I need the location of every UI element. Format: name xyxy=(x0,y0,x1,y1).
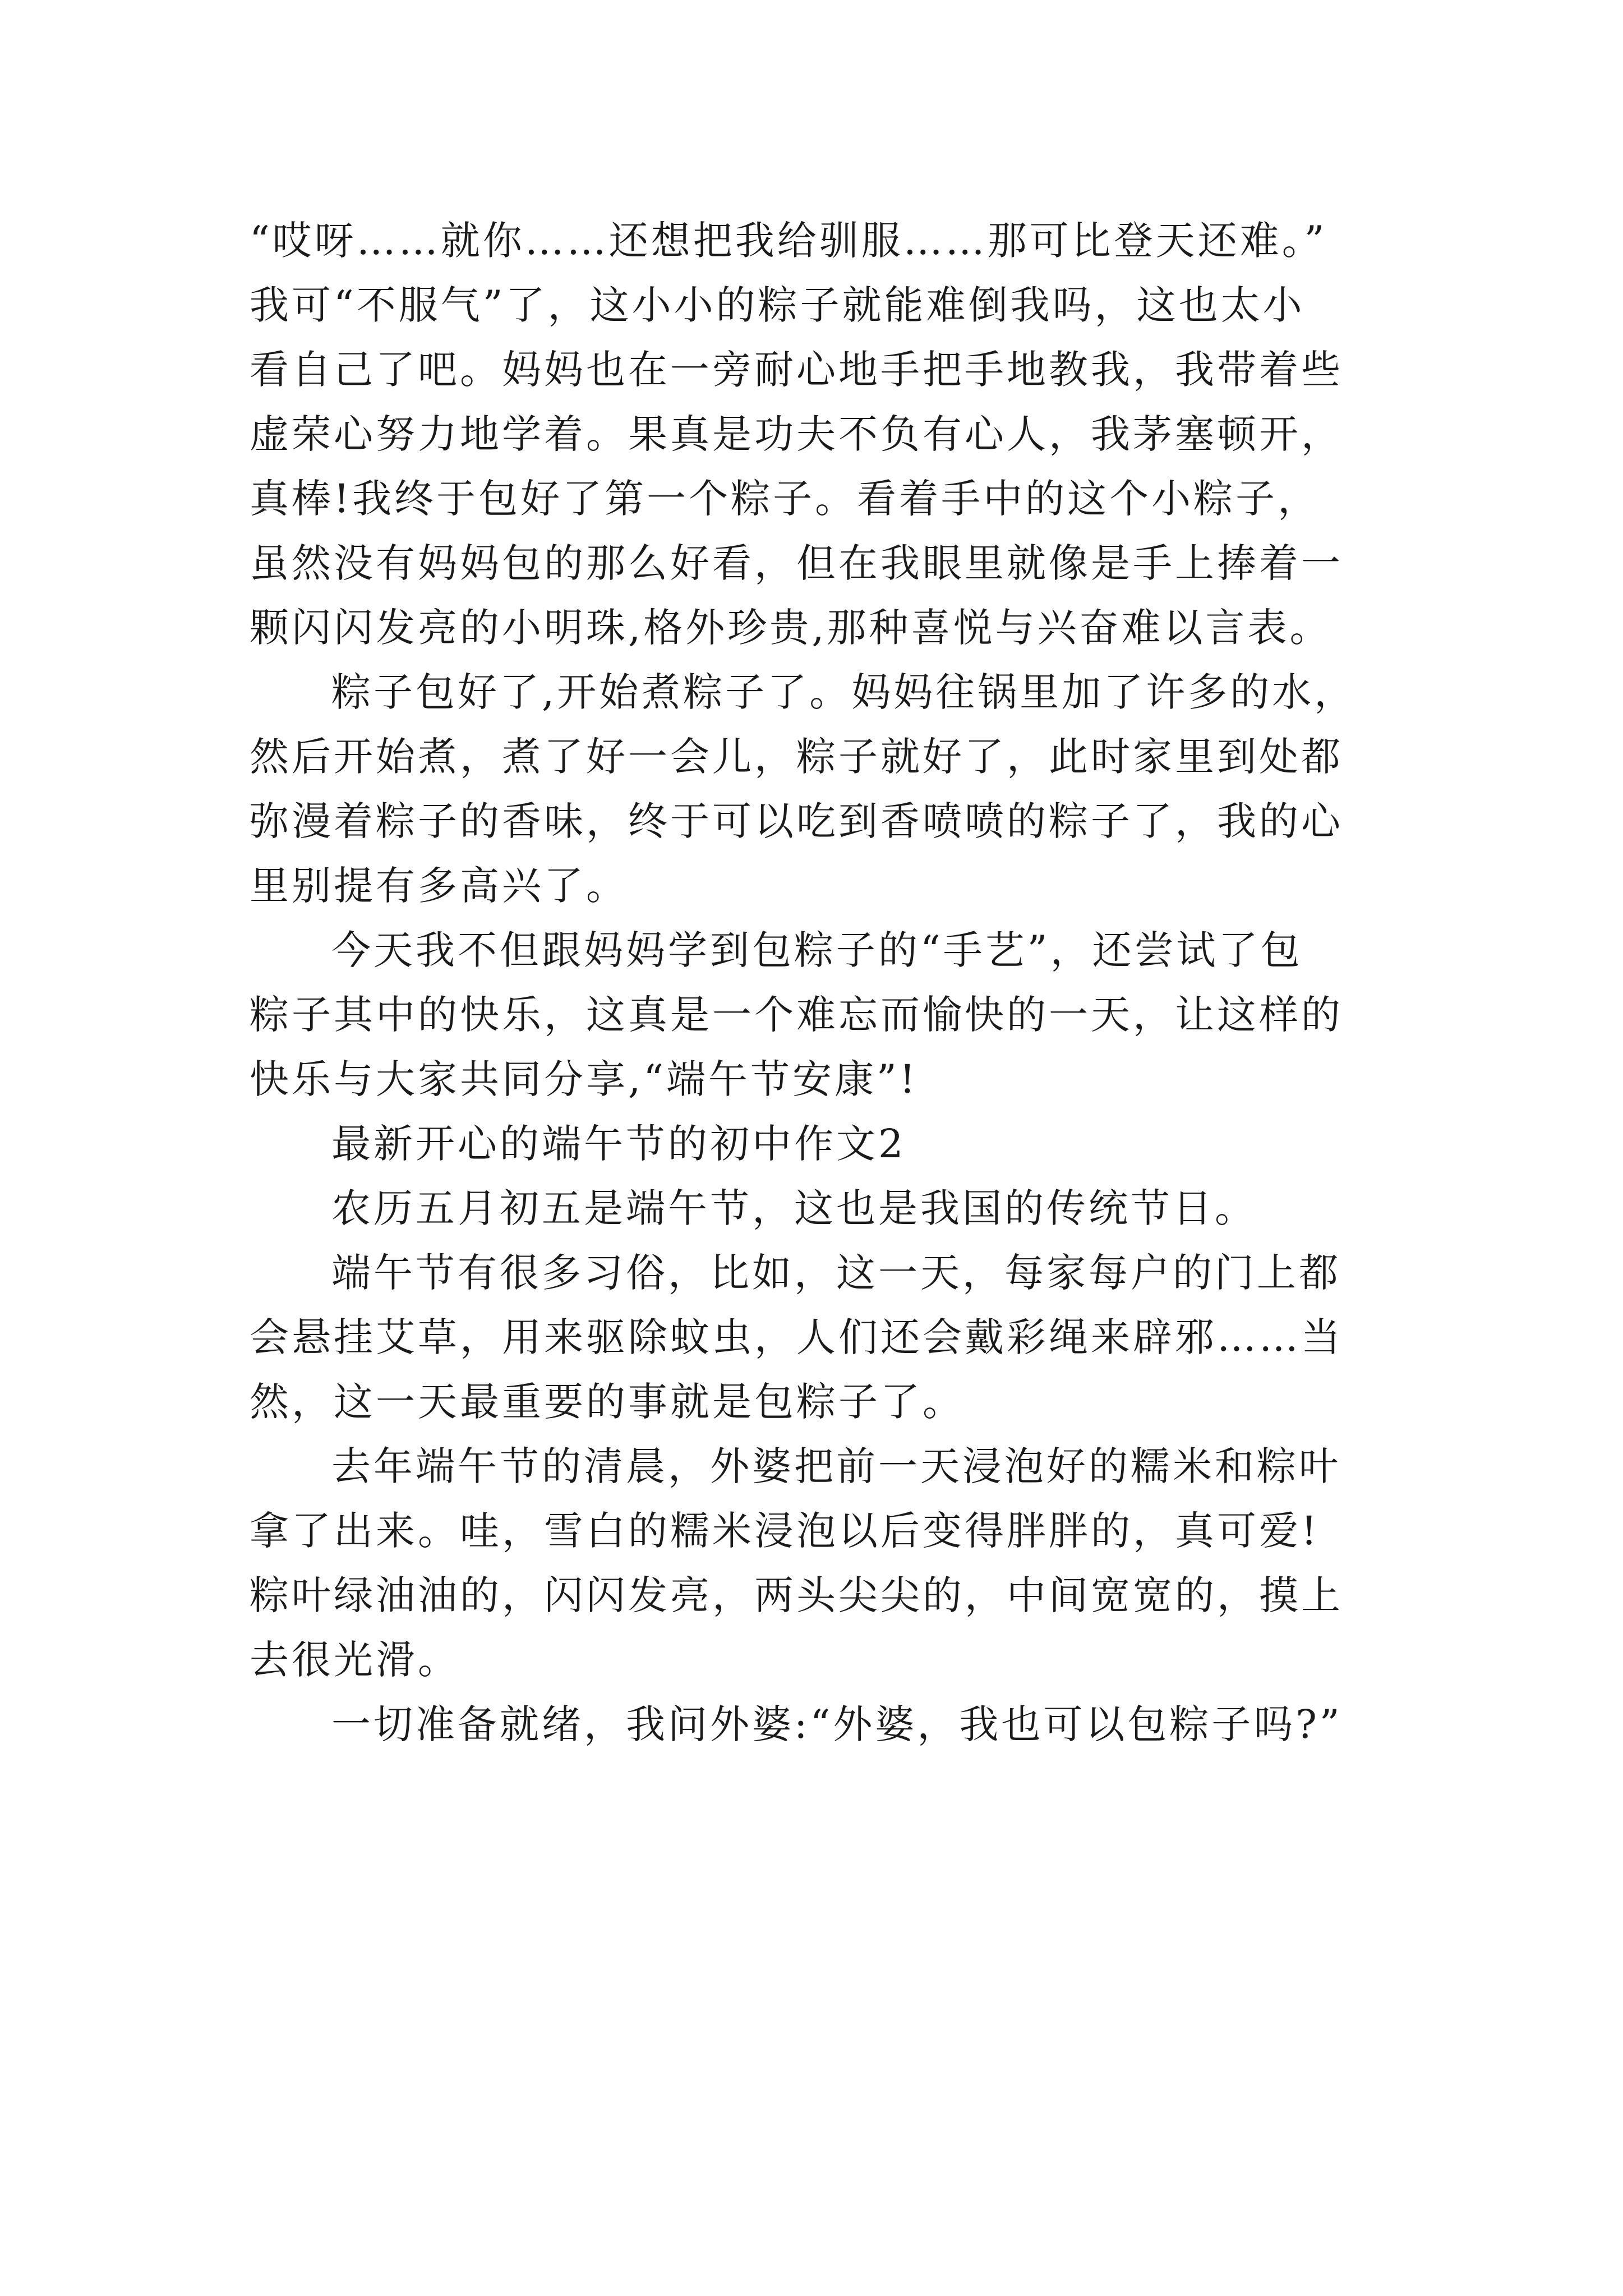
paragraph-start-line: 农历五月初五是端午节，这也是我国的传统节日。 xyxy=(331,1185,1257,1231)
paragraph-start-line: 一切准备就绪，我问外婆:“外婆，我也可以包粽子吗?” xyxy=(331,1701,1343,1747)
text-line: 弥漫着粽子的香味，终于可以吃到香喷喷的粽子了，我的心 xyxy=(250,798,1343,844)
text-line: 虚荣心努力地学着。果真是功夫不负有心人，我茅塞顿开， xyxy=(250,411,1343,457)
text-line: 然，这一天最重要的事就是包粽子了。 xyxy=(250,1379,965,1425)
paragraph-start-line: 去年端午节的清晨，外婆把前一天浸泡好的糯米和粽叶 xyxy=(331,1443,1341,1489)
text-line: 然后开始煮，煮了好一会儿，粽子就好了，此时家里到处都 xyxy=(250,734,1343,780)
text-line: 拿了出来。哇，雪白的糯米浸泡以后变得胖胖的，真可爱! xyxy=(250,1508,1320,1554)
text-line: 会悬挂艾草，用来驱除蚊虫，人们还会戴彩绳来辟邪……当 xyxy=(250,1314,1343,1360)
paragraph-start-line: 今天我不但跟妈妈学到包粽子的“手艺”，还尝试了包 xyxy=(331,927,1303,973)
text-line: 颗闪闪发亮的小明珠,格外珍贵,那种喜悦与兴奋难以言表。 xyxy=(250,605,1332,651)
text-line: 去很光滑。 xyxy=(250,1637,460,1683)
text-line: 里别提有多高兴了。 xyxy=(250,863,628,909)
paragraph-start-line: 粽子包好了,开始煮粽子了。妈妈往锅里加了许多的水， xyxy=(331,669,1357,715)
text-line: 我可“不服气”了，这小小的粽子就能难倒我吗，这也太小 xyxy=(250,282,1305,328)
text-line: 粽叶绿油油的，闪闪发亮，两头尖尖的，中间宽宽的，摸上 xyxy=(250,1572,1343,1618)
section-heading: 最新开心的端午节的初中作文2 xyxy=(331,1121,906,1167)
text-line: 真棒!我终于包好了第一个粽子。看着手中的这个小粽子， xyxy=(250,476,1320,522)
document-body xyxy=(250,209,1422,1757)
text-line: 虽然没有妈妈包的那么好看，但在我眼里就像是手上捧着一 xyxy=(250,540,1343,586)
paragraph-start-line: 端午节有很多习俗，比如，这一天，每家每户的门上都 xyxy=(331,1250,1341,1296)
text-line: “哎呀……就你……还想把我给驯服……那可比登天还难。” xyxy=(250,218,1327,264)
text-line: 快乐与大家共同分享,“端午节安康”! xyxy=(250,1056,918,1102)
text-line: 看自己了吧。妈妈也在一旁耐心地手把手地教我，我带着些 xyxy=(250,347,1343,393)
text-line: 粽子其中的快乐，这真是一个难忘而愉快的一天，让这样的 xyxy=(250,992,1343,1038)
